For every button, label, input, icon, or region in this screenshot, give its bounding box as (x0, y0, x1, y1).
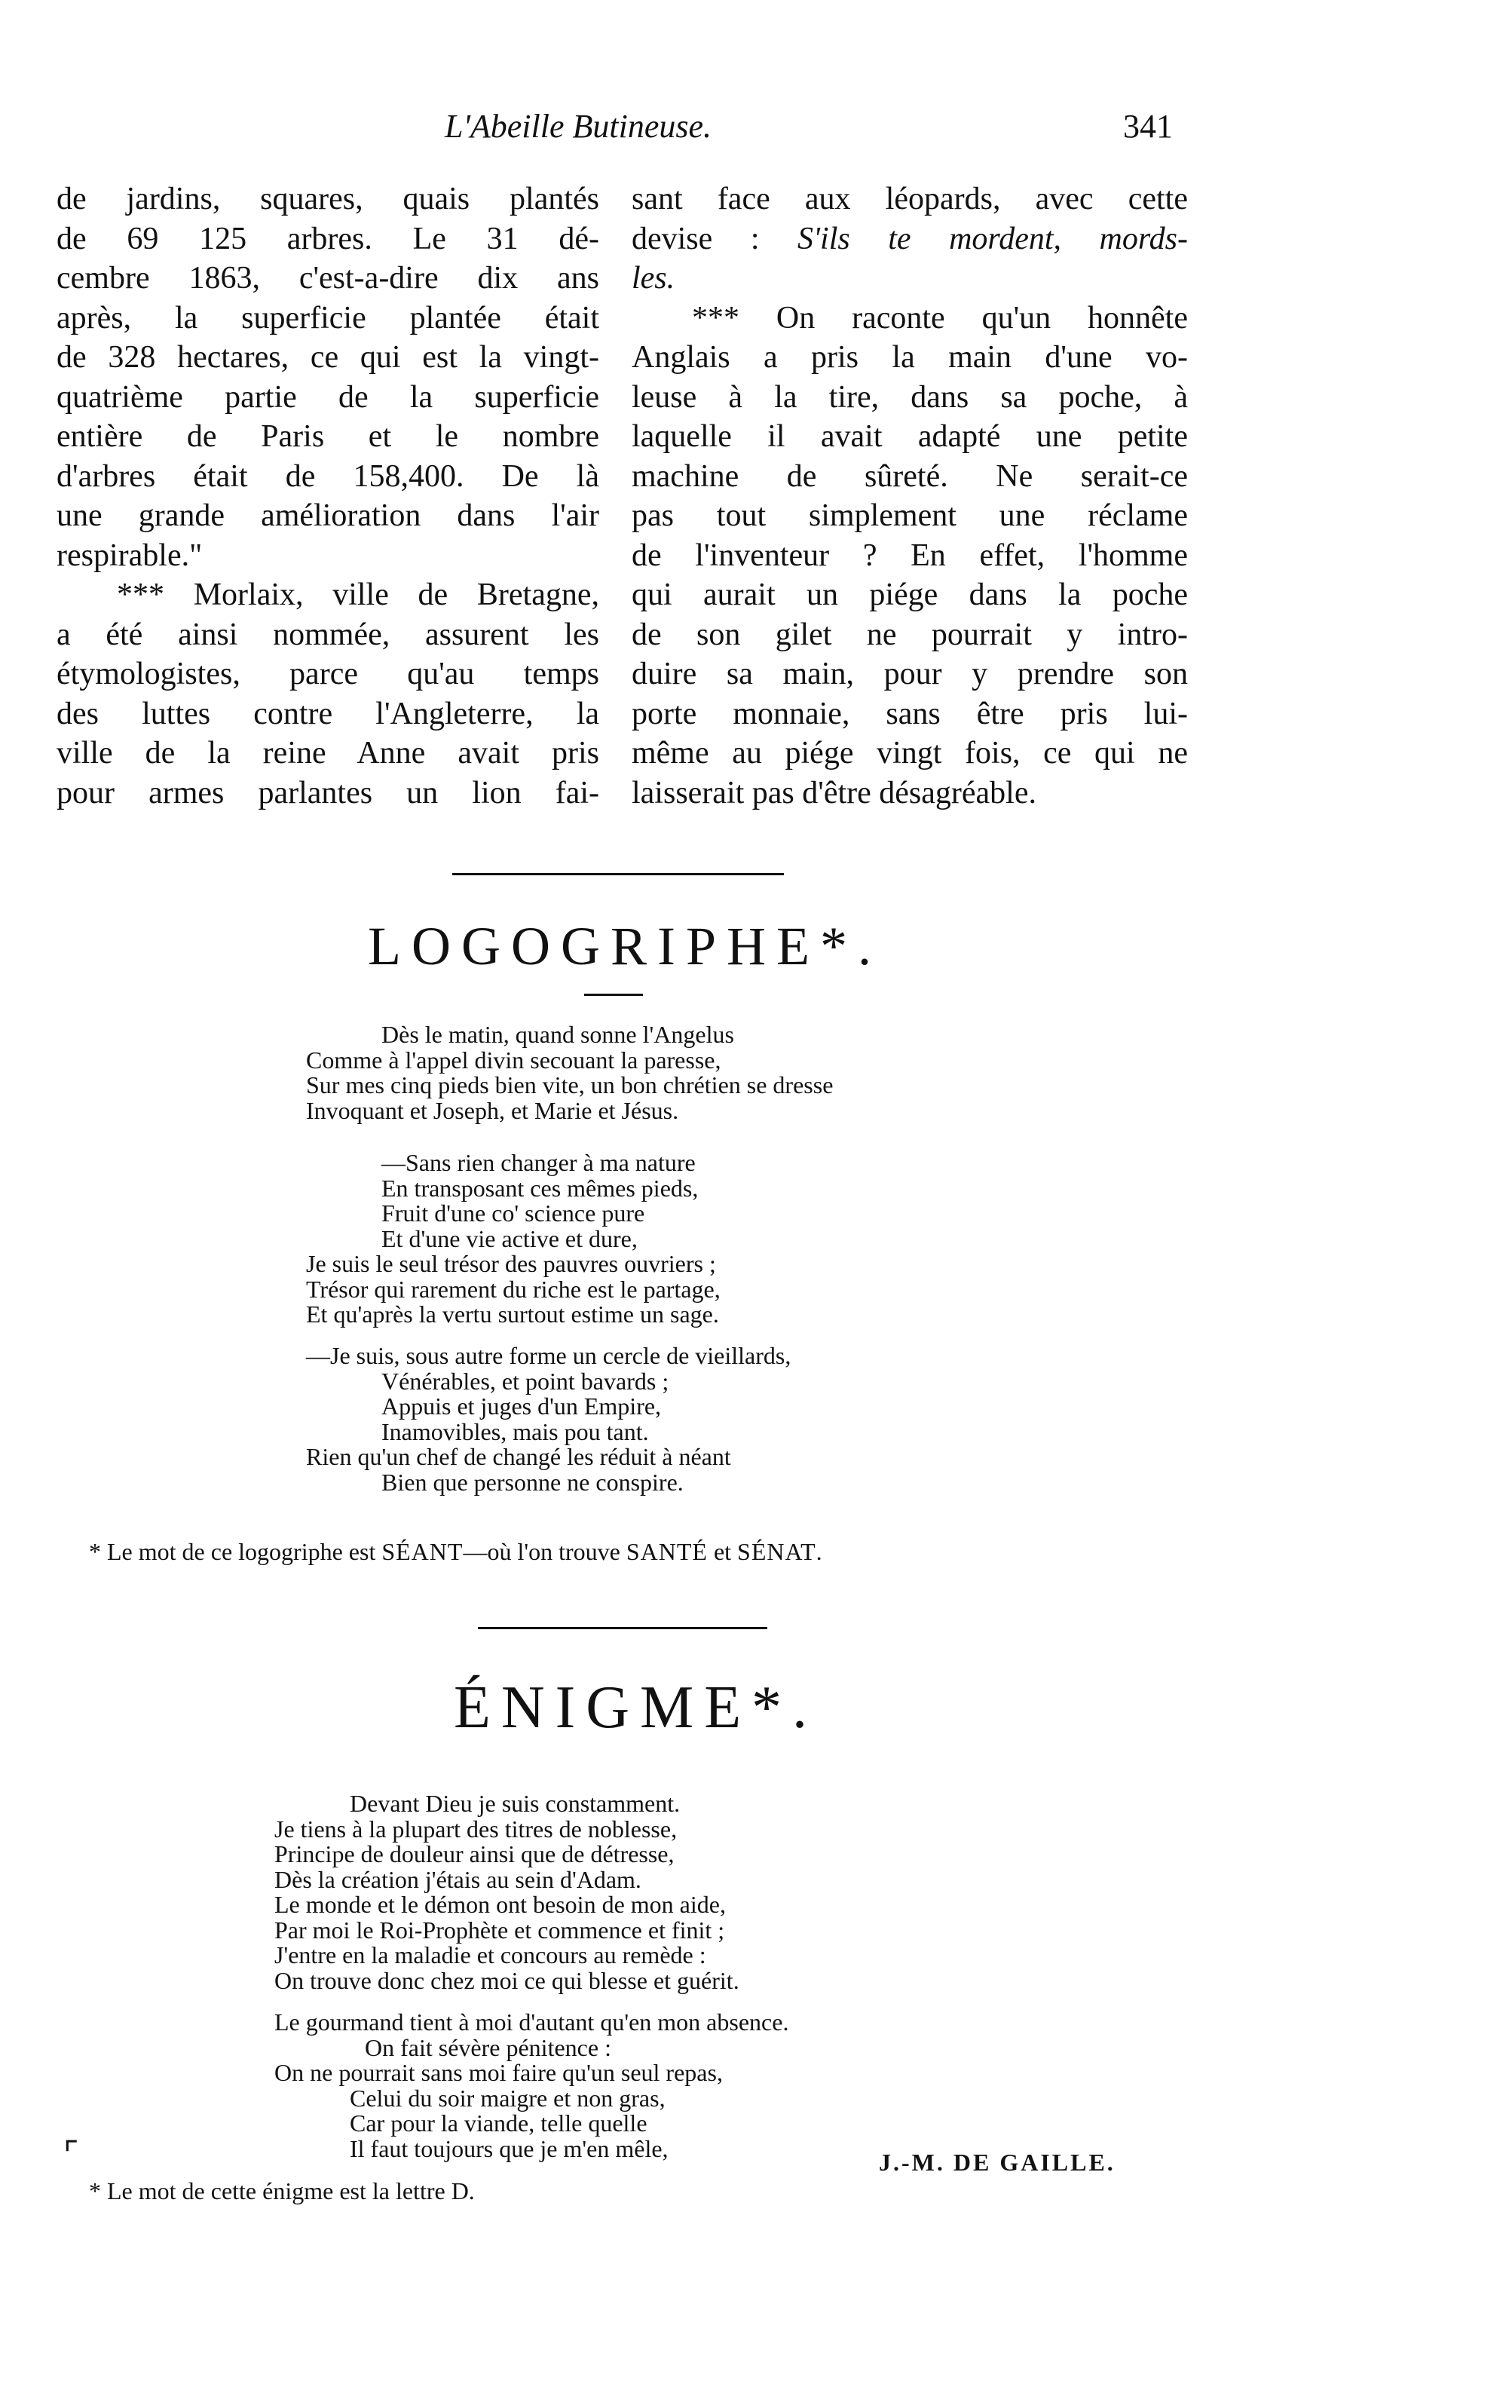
enigme-stanza-2 (274, 2010, 788, 2161)
verse-line: Rien qu'un chef de changé les réduit à néant (306, 1443, 731, 1470)
text-line: Anglais a pris la main d'une vo- (632, 340, 1188, 375)
text-line: même au piége vingt fois, ce qui ne (632, 736, 1188, 770)
enigme-title: ÉNIGME*. (454, 1674, 819, 1741)
verse-line: Vénérables, et point bavards ; (381, 1367, 669, 1395)
text-line: a été ainsi nommée, assurent les (57, 617, 599, 652)
verse-line: Trésor qui rarement du riche est le partage, (306, 1275, 721, 1303)
text-line: de jardins, squares, quais plantés (57, 182, 599, 216)
footnote-text: et (707, 1538, 738, 1565)
footnote-text: * Le mot de ce logogriphe est (89, 1538, 382, 1565)
verse-line: On ne pourrait sans moi faire qu'un seul repas, (274, 2059, 723, 2086)
logogriphe-stanza-3 (306, 1343, 791, 1495)
verse-line: Le gourmand tient à moi d'autant qu'en mon absence. (274, 2008, 789, 2036)
verse-line: On trouve donc chez moi ce qui blesse et guérit. (274, 1966, 739, 1994)
logogriphe-title: LOGOGRIPHE*. (368, 916, 882, 976)
corner-mark: ⌜ (63, 2136, 79, 2173)
text-line: ville de la reine Anne avait pris (57, 736, 599, 770)
text-line: étymologistes, parce qu'au temps (57, 657, 599, 691)
verse-line: On fait sévère pénitence : (365, 2033, 611, 2061)
text-line: laquelle il avait adapté une petite (632, 419, 1188, 454)
text-line: d'arbres était de 158,400. De là (57, 458, 599, 494)
text-line: de son gilet ne pourrait y intro- (632, 617, 1188, 652)
verse-line: Car pour la viande, telle quelle (350, 2109, 647, 2137)
logogriphe-stanza-2 (306, 1150, 721, 1328)
text-line: de l'inventeur ? En effet, l'homme (632, 538, 1188, 573)
verse-line: Invoquant et Joseph, et Marie et Jésus. (306, 1096, 679, 1124)
text-line: pas tout simplement une réclame (632, 498, 1188, 533)
text-line: *** On raconte qu'un honnête (692, 300, 1188, 335)
verse-line: Sur mes cinq pieds bien vite, un bon chrétien se dresse (306, 1071, 834, 1098)
verse-line: Fruit d'une co' science pure (381, 1199, 645, 1227)
text-line: de 69 125 arbres. Le 31 dé- (57, 221, 599, 256)
verse-line: Il faut toujours que je m'en mêle, (350, 2134, 669, 2162)
text-line: de 328 hectares, ce qui est la vingt- (57, 340, 599, 375)
logogriphe-stanza-1 (306, 1022, 833, 1123)
text-line: leuse à la tire, dans sa poche, à (632, 379, 1188, 415)
text-line: pour armes parlantes un lion fai- (57, 775, 599, 810)
verse-line: Devant Dieu je suis constamment. (350, 1790, 681, 1817)
text-line: *** Morlaix, ville de Bretagne, (117, 577, 599, 612)
verse-line: Dès la création j'étais au sein d'Adam. (274, 1865, 641, 1893)
text-line: duire sa main, pour y prendre son (632, 657, 1188, 691)
enigme-stanza-1 (274, 1791, 739, 1993)
text-line: porte monnaie, sans être pris lui- (632, 696, 1188, 731)
author-signature: J.-M. DE GAILLE. (879, 2149, 1116, 2176)
verse-line: Celui du soir maigre et non gras, (350, 2084, 666, 2112)
text-line: respirable." (57, 538, 203, 573)
section-divider (478, 1627, 767, 1629)
verse-line: —Je suis, sous autre forme un cercle de vieillards, (306, 1342, 791, 1369)
text-line: quatrième partie de la superficie (57, 379, 599, 415)
italic-motto-end: les. (632, 261, 675, 296)
logogriphe-footnote (89, 1538, 822, 1566)
text-segment: devise : (632, 221, 798, 256)
text-line (632, 219, 1188, 259)
verse-line: J'entre en la maladie et concours au remède : (274, 1941, 706, 1968)
text-line (632, 259, 1188, 299)
text-line: entière de Paris et le nombre (57, 419, 599, 454)
verse-line: En transposant ces mêmes pieds, (381, 1174, 699, 1202)
section-divider (452, 873, 784, 875)
answer-word: SANTÉ (626, 1538, 708, 1565)
text-line: une grande amélioration dans l'air (57, 498, 599, 533)
text-line: sant face aux léopards, avec cette (632, 182, 1188, 216)
verse-line: Dès le matin, quand sonne l'Angelus (381, 1021, 734, 1048)
footnote-text: . (816, 1538, 822, 1565)
verse-line: Je suis le seul trésor des pauvres ouvriers ; (306, 1250, 716, 1277)
answer-word: SÉANT (381, 1538, 464, 1565)
text-line: après, la superficie plantée était (57, 300, 599, 335)
verse-line: Le monde et le démon ont besoin de mon aide, (274, 1891, 726, 1918)
right-column (632, 179, 1188, 813)
verse-line: Et d'une vie active et dure, (381, 1224, 638, 1252)
left-column (57, 179, 599, 813)
footnote-text: —où l'on trouve (463, 1538, 626, 1565)
answer-word: SÉNAT (737, 1538, 816, 1565)
title-underline (584, 994, 643, 996)
verse-line: Bien que personne ne conspire. (381, 1468, 684, 1496)
page-number: 341 (1123, 108, 1173, 145)
verse-line: —Sans rien changer à ma nature (381, 1149, 696, 1176)
running-title: L'Abeille Butineuse. (445, 108, 712, 145)
italic-motto: S'ils te mordent, mords- (797, 221, 1189, 256)
verse-line: Principe de douleur ainsi que de détresse, (274, 1840, 675, 1867)
text-line: machine de sûreté. Ne serait-ce (632, 458, 1188, 494)
enigme-footnote: * Le mot de cette énigme est la lettre D. (89, 2177, 475, 2204)
verse-line: Je tiens à la plupart des titres de noblesse, (274, 1815, 678, 1843)
text-line: qui aurait un piége dans la poche (632, 577, 1188, 612)
text-line: laisserait pas d'être désagréable. (632, 775, 1036, 810)
verse-line: Par moi le Roi-Prophète et commence et finit ; (274, 1916, 725, 1944)
verse-line: Inamovibles, mais pou tant. (381, 1417, 649, 1445)
verse-line: Appuis et juges d'un Empire, (381, 1392, 662, 1420)
verse-line: Et qu'après la vertu surtout estime un sage. (306, 1301, 719, 1328)
text-line: des luttes contre l'Angleterre, la (57, 696, 599, 731)
text-line: cembre 1863, c'est-a-dire dix ans (57, 261, 599, 296)
verse-line: Comme à l'appel divin secouant la paresse, (306, 1046, 721, 1074)
